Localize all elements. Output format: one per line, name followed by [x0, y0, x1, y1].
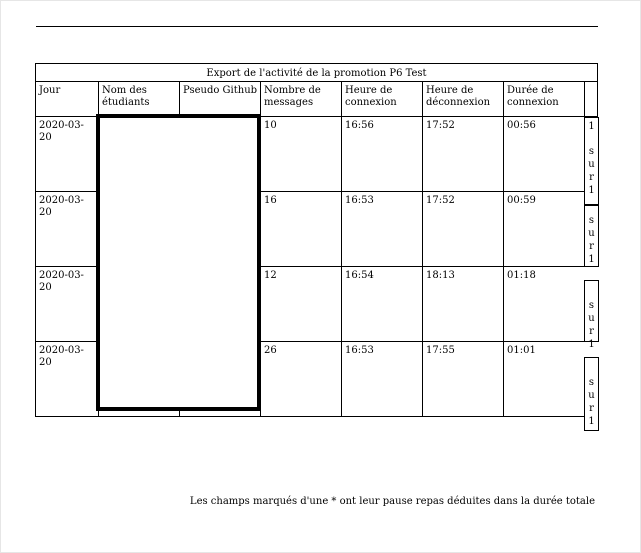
extra-char: r: [589, 403, 594, 414]
header-day-line1: Jour: [39, 85, 61, 96]
header-messages-line2: messages: [264, 97, 314, 108]
cell-login: 16:53: [341, 342, 422, 417]
cell-messages: 16: [260, 192, 341, 267]
cell-day: 2020-03-20: [35, 192, 98, 267]
header-duration-line1: Durée de: [507, 85, 554, 96]
extra-char: u: [588, 228, 595, 239]
cell-day: 2020-03-20: [35, 267, 98, 342]
extra-char: 1: [588, 254, 595, 265]
table-caption: Export de l'activité de la promotion P6 Test: [35, 63, 598, 82]
cell-duration: 00:59: [503, 192, 584, 267]
extra-char: s: [588, 215, 595, 226]
header-messages-line1: Nombre de: [264, 85, 321, 96]
cell-day: 2020-03-20: [35, 117, 98, 192]
header-duration-line2: connexion: [507, 97, 559, 108]
header-login-line2: connexion: [345, 97, 397, 108]
cell-messages: 12: [260, 267, 341, 342]
header-extra: [584, 82, 598, 117]
cell-login: 16:54: [341, 267, 422, 342]
cell-duration: 01:18: [503, 267, 584, 342]
extra-char: 1: [588, 121, 595, 132]
extra-column-cell: [584, 205, 599, 267]
extra-column-cell: [584, 357, 599, 431]
extra-char: 1: [588, 339, 595, 350]
extra-char: u: [588, 159, 595, 170]
cell-messages: 26: [260, 342, 341, 417]
cell-duration: 01:01: [503, 342, 584, 417]
header-github-line1: Pseudo Github: [183, 85, 258, 96]
extra-char: s: [588, 300, 595, 311]
cell-login: 16:53: [341, 192, 422, 267]
redaction-box: [96, 114, 261, 411]
footnote: Les champs marqués d'une * ont leur pause repas déduites dans la durée totale: [189, 496, 595, 507]
extra-char: r: [589, 172, 594, 183]
header-logout-line1: Heure de: [426, 85, 474, 96]
extra-char: 1: [588, 416, 595, 427]
cell-logout: 17:52: [422, 192, 503, 267]
header-day: [35, 82, 98, 117]
header-logout-line2: déconnexion: [426, 97, 491, 108]
extra-char: 1: [588, 185, 595, 196]
extra-char: s: [588, 377, 595, 388]
extra-char: u: [588, 313, 595, 324]
cell-day: 2020-03-20: [35, 342, 98, 417]
extra-char: u: [588, 390, 595, 401]
header-login-line1: Heure de: [345, 85, 393, 96]
extra-char: r: [589, 326, 594, 337]
header-student-name-line2: étudiants: [102, 97, 150, 108]
extra-char: s: [588, 146, 595, 157]
header-github: [179, 82, 260, 117]
header-student-name: [98, 82, 179, 117]
cell-messages: 10: [260, 117, 341, 192]
cell-logout: 18:13: [422, 267, 503, 342]
cell-duration: 00:56: [503, 117, 584, 192]
header-student-name-line1: Nom des: [102, 85, 147, 96]
extra-column-cell: [584, 280, 599, 350]
header-logout: [422, 82, 503, 117]
cell-logout: 17:52: [422, 117, 503, 192]
cell-login: 16:56: [341, 117, 422, 192]
header-duration: [503, 82, 584, 117]
extra-column-cell: [584, 117, 599, 205]
top-rule: [36, 26, 598, 27]
extra-char: r: [589, 241, 594, 252]
header-login: [341, 82, 422, 117]
header-messages: [260, 82, 341, 117]
cell-logout: 17:55: [422, 342, 503, 417]
